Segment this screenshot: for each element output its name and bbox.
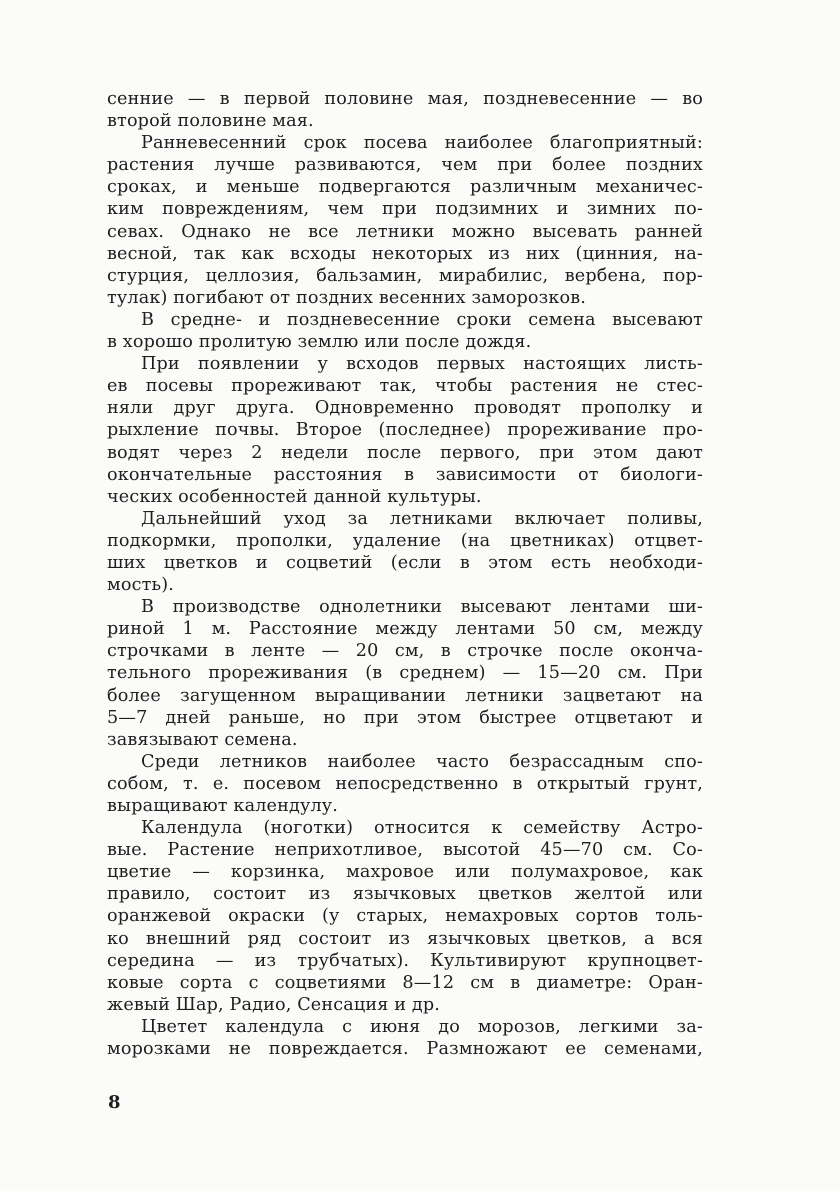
- text-line: тельного прореживания (в среднем) — 15—20 см. При: [107, 663, 703, 684]
- text-line: растения лучше развиваются, чем при более поздних: [107, 155, 703, 176]
- paragraph: [107, 309, 703, 353]
- page-number: 8: [108, 1092, 121, 1113]
- text-line: ко внешний ряд состоит из язычковых цветков, а вся: [107, 928, 703, 949]
- text-line: в хорошо пролитую землю или после дождя.: [107, 332, 532, 353]
- paragraph: [107, 132, 703, 309]
- text-line: тулак) погибают от поздних весенних заморозков.: [107, 287, 587, 308]
- text-line: второй половине мая.: [107, 111, 314, 132]
- text-line: ших цветков и соцветий (если в этом есть необходи-: [107, 552, 703, 573]
- text-line: окончательные расстояния в зависимости от биологи-: [107, 464, 703, 485]
- text-line: риной 1 м. Расстояние между лентами 50 см, между: [107, 619, 703, 640]
- paragraph: [107, 1016, 703, 1060]
- paragraph: [107, 596, 703, 751]
- text-line: весной, так как всходы некоторых из них (цинния, на-: [107, 243, 703, 264]
- paragraph: [107, 88, 703, 132]
- text-line: оранжевой окраски (у старых, немахровых сортов толь-: [107, 906, 703, 927]
- text-line: жевый Шар, Радио, Сенсация и др.: [107, 994, 440, 1015]
- text-line: подкормки, прополки, удаление (на цветниках) отцвет-: [107, 530, 703, 551]
- text-line: стурция, целлозия, бальзамин, мирабилис, вербена, пор-: [107, 265, 703, 286]
- text-line: строчками в ленте — 20 см, в строчке после оконча-: [107, 641, 703, 662]
- text-line: водят через 2 недели после первого, при этом дают: [107, 442, 703, 463]
- text-line: мость).: [107, 575, 174, 596]
- paragraph: [107, 817, 703, 1016]
- paragraph: [107, 508, 703, 596]
- text-line: собом, т. е. посевом непосредственно в открытый грунт,: [107, 773, 703, 794]
- text-line: правило, состоит из язычковых цветков желтой или: [107, 884, 703, 905]
- body-text: [107, 88, 703, 1060]
- text-line: завязывают семена.: [107, 729, 298, 750]
- text-line: цветие — корзинка, махровое или полумахровое, как: [107, 862, 703, 883]
- text-line: 5—7 дней раньше, но при этом быстрее отцветают и: [107, 707, 703, 728]
- text-line: Среди летников наиболее часто безрассадным спо-: [141, 751, 703, 772]
- text-line: ковые сорта с соцветиями 8—12 см в диаметре: Оран-: [107, 972, 703, 993]
- text-line: Цветет календула с июня до морозов, легкими за-: [141, 1016, 703, 1037]
- text-line: Дальнейший уход за летниками включает поливы,: [141, 508, 703, 529]
- text-line: Календула (ноготки) относится к семейству Астро-: [141, 818, 703, 839]
- text-line: морозками не повреждается. Размножают ее семенами,: [107, 1039, 703, 1060]
- text-line: рыхление почвы. Второе (последнее) прореживание про-: [107, 420, 703, 441]
- text-line: ким повреждениям, чем при подзимних и зимних по-: [107, 199, 703, 220]
- text-line: В производстве однолетники высевают лентами ши-: [141, 597, 703, 618]
- text-line: Ранневесенний срок посева наиболее благоприятный:: [141, 133, 703, 154]
- text-line: сроках, и меньше подвергаются различным механичес-: [107, 177, 703, 198]
- text-line: няли друг друга. Одновременно проводят прополку и: [107, 398, 703, 419]
- text-line: вые. Растение неприхотливое, высотой 45—70 см. Со-: [107, 840, 703, 861]
- text-line: В средне- и поздневесенние сроки семена высевают: [141, 309, 703, 330]
- text-line: ев посевы прореживают так, чтобы растения не стес-: [107, 376, 703, 397]
- text-line: середина — из трубчатых). Культивируют крупноцвет-: [107, 950, 703, 971]
- text-line: При появлении у всходов первых настоящих листь-: [141, 354, 703, 375]
- text-line: выращивают календулу.: [107, 796, 339, 816]
- text-line: более загущенном выращивании летники зацветают на: [107, 685, 703, 706]
- paragraph: [107, 353, 703, 508]
- text-line: сенние — в первой половине мая, поздневесенние — во: [107, 89, 703, 109]
- text-line: севах. Однако не все летники можно высевать ранней: [107, 221, 703, 242]
- text-line: ческих особенностей данной культуры.: [107, 486, 482, 507]
- paragraph: [107, 751, 703, 817]
